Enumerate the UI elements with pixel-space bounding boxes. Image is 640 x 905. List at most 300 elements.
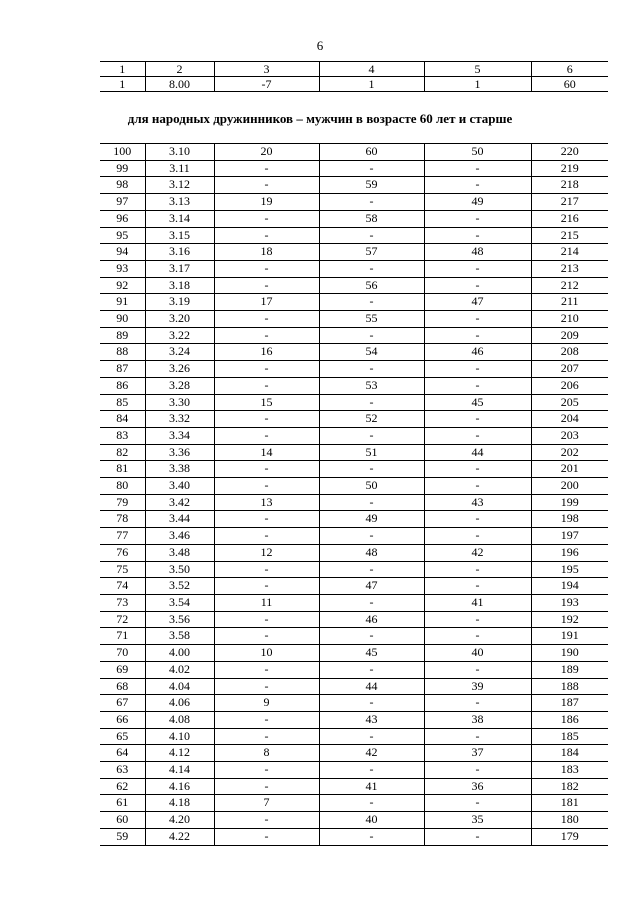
table-cell: 215 bbox=[531, 227, 608, 244]
table-cell: 51 bbox=[319, 444, 424, 461]
table-cell: - bbox=[319, 194, 424, 211]
table-cell: 40 bbox=[319, 812, 424, 829]
table-cell: 186 bbox=[531, 711, 608, 728]
table-cell: - bbox=[319, 528, 424, 545]
table-cell: 53 bbox=[319, 377, 424, 394]
table-cell: 216 bbox=[531, 210, 608, 227]
table-cell: 1 bbox=[424, 77, 531, 92]
page-number: 6 bbox=[316, 38, 324, 53]
table-cell: - bbox=[424, 311, 531, 328]
table-cell: 36 bbox=[424, 778, 531, 795]
table-cell: 196 bbox=[531, 544, 608, 561]
table-cell: 4.18 bbox=[145, 795, 214, 812]
table-cell: 35 bbox=[424, 812, 531, 829]
table-cell: - bbox=[424, 427, 531, 444]
table-cell: 3.28 bbox=[145, 377, 214, 394]
table-cell: 61 bbox=[100, 795, 145, 812]
table-cell: 199 bbox=[531, 494, 608, 511]
table-row bbox=[100, 311, 608, 328]
table-cell: 56 bbox=[319, 277, 424, 294]
table-row bbox=[100, 745, 608, 762]
table-row bbox=[100, 411, 608, 428]
table-cell: 60 bbox=[100, 812, 145, 829]
table-cell: 3.58 bbox=[145, 628, 214, 645]
table-cell: 37 bbox=[424, 745, 531, 762]
table-cell: 86 bbox=[100, 377, 145, 394]
column-number-cell: 3 bbox=[214, 62, 319, 77]
table-cell: - bbox=[424, 611, 531, 628]
table-cell: 42 bbox=[319, 745, 424, 762]
table-cell: - bbox=[214, 311, 319, 328]
table-cell: - bbox=[214, 628, 319, 645]
table-cell: - bbox=[424, 528, 531, 545]
table-cell: 46 bbox=[319, 611, 424, 628]
table-row bbox=[100, 828, 608, 845]
table-cell: - bbox=[319, 160, 424, 177]
table-cell: 91 bbox=[100, 294, 145, 311]
table-cell: 3.42 bbox=[145, 494, 214, 511]
table-cell: 84 bbox=[100, 411, 145, 428]
table-cell: 49 bbox=[424, 194, 531, 211]
table-cell: - bbox=[214, 778, 319, 795]
table-cell: 205 bbox=[531, 394, 608, 411]
table-cell: 93 bbox=[100, 260, 145, 277]
column-number-cell: 5 bbox=[424, 62, 531, 77]
table-cell: 17 bbox=[214, 294, 319, 311]
table-cell: 3.12 bbox=[145, 177, 214, 194]
table-cell: - bbox=[424, 411, 531, 428]
score-table-body bbox=[100, 144, 608, 846]
table-cell: 203 bbox=[531, 427, 608, 444]
table-cell: - bbox=[214, 578, 319, 595]
table-cell: 1 bbox=[100, 77, 145, 92]
table-cell: 180 bbox=[531, 812, 608, 829]
table-cell: 57 bbox=[319, 244, 424, 261]
table-cell: - bbox=[424, 227, 531, 244]
table-cell: 3.20 bbox=[145, 311, 214, 328]
table-cell: 69 bbox=[100, 661, 145, 678]
table-cell: - bbox=[424, 628, 531, 645]
table-cell: - bbox=[319, 661, 424, 678]
table-row bbox=[100, 194, 608, 211]
table-cell: 1 bbox=[319, 77, 424, 92]
table-cell: 9 bbox=[214, 695, 319, 712]
table-cell: 82 bbox=[100, 444, 145, 461]
table-cell: 3.17 bbox=[145, 260, 214, 277]
table-cell: 90 bbox=[100, 311, 145, 328]
table-cell: 182 bbox=[531, 778, 608, 795]
table-cell: 3.32 bbox=[145, 411, 214, 428]
table-cell: 195 bbox=[531, 561, 608, 578]
table-cell: 44 bbox=[424, 444, 531, 461]
table-cell: 66 bbox=[100, 711, 145, 728]
table-row bbox=[100, 244, 608, 261]
table-cell: 190 bbox=[531, 645, 608, 662]
table-cell: - bbox=[214, 762, 319, 779]
score-table bbox=[100, 143, 608, 846]
table-cell: 3.15 bbox=[145, 227, 214, 244]
table-cell: 201 bbox=[531, 461, 608, 478]
table-row bbox=[100, 528, 608, 545]
table-cell: 88 bbox=[100, 344, 145, 361]
table-row bbox=[100, 327, 608, 344]
table-cell: - bbox=[319, 361, 424, 378]
table-row bbox=[100, 227, 608, 244]
table-cell: 209 bbox=[531, 327, 608, 344]
table-cell: 198 bbox=[531, 511, 608, 528]
table-cell: - bbox=[214, 277, 319, 294]
table-cell: 39 bbox=[424, 678, 531, 695]
header-table bbox=[100, 61, 608, 92]
table-cell: 3.36 bbox=[145, 444, 214, 461]
table-cell: 59 bbox=[319, 177, 424, 194]
table-cell: - bbox=[424, 561, 531, 578]
table-cell: 49 bbox=[319, 511, 424, 528]
table-cell: 3.26 bbox=[145, 361, 214, 378]
table-cell: 98 bbox=[100, 177, 145, 194]
table-cell: - bbox=[424, 160, 531, 177]
table-cell: 78 bbox=[100, 511, 145, 528]
table-cell: 197 bbox=[531, 528, 608, 545]
table-cell: - bbox=[214, 160, 319, 177]
table-cell: 3.56 bbox=[145, 611, 214, 628]
table-cell: - bbox=[424, 478, 531, 495]
table-cell: - bbox=[319, 795, 424, 812]
table-cell: - bbox=[424, 177, 531, 194]
table-cell: 3.14 bbox=[145, 210, 214, 227]
table-cell: 4.12 bbox=[145, 745, 214, 762]
table-cell: - bbox=[424, 361, 531, 378]
table-cell: - bbox=[424, 762, 531, 779]
table-cell: 194 bbox=[531, 578, 608, 595]
table-cell: 181 bbox=[531, 795, 608, 812]
table-row bbox=[100, 728, 608, 745]
table-cell: 44 bbox=[319, 678, 424, 695]
table-cell: - bbox=[319, 294, 424, 311]
table-cell: 191 bbox=[531, 628, 608, 645]
table-cell: 15 bbox=[214, 394, 319, 411]
table-cell: - bbox=[214, 511, 319, 528]
table-cell: - bbox=[319, 628, 424, 645]
table-cell: 3.18 bbox=[145, 277, 214, 294]
table-cell: 3.10 bbox=[145, 144, 214, 161]
table-cell: 192 bbox=[531, 611, 608, 628]
table-cell: 212 bbox=[531, 277, 608, 294]
table-cell: 213 bbox=[531, 260, 608, 277]
table-cell: 76 bbox=[100, 544, 145, 561]
table-cell: 185 bbox=[531, 728, 608, 745]
table-row bbox=[100, 210, 608, 227]
table-cell: 60 bbox=[319, 144, 424, 161]
table-cell: - bbox=[319, 394, 424, 411]
table-cell: - bbox=[214, 260, 319, 277]
table-cell: 3.50 bbox=[145, 561, 214, 578]
table-row bbox=[100, 277, 608, 294]
table-cell: 220 bbox=[531, 144, 608, 161]
table-cell: 4.08 bbox=[145, 711, 214, 728]
table-cell: 183 bbox=[531, 762, 608, 779]
table-cell: 187 bbox=[531, 695, 608, 712]
table-row bbox=[100, 394, 608, 411]
table-cell: 43 bbox=[319, 711, 424, 728]
column-number-cell: 1 bbox=[100, 62, 145, 77]
table-cell: - bbox=[214, 210, 319, 227]
table-cell: 10 bbox=[214, 645, 319, 662]
table-cell: 73 bbox=[100, 594, 145, 611]
table-cell: 74 bbox=[100, 578, 145, 595]
table-cell: - bbox=[214, 711, 319, 728]
table-cell: 207 bbox=[531, 361, 608, 378]
table-cell: 47 bbox=[424, 294, 531, 311]
table-cell: - bbox=[319, 828, 424, 845]
table-cell: 206 bbox=[531, 377, 608, 394]
table-cell: - bbox=[214, 661, 319, 678]
table-cell: 18 bbox=[214, 244, 319, 261]
table-row bbox=[100, 478, 608, 495]
table-cell: 64 bbox=[100, 745, 145, 762]
table-cell: 4.06 bbox=[145, 695, 214, 712]
table-cell: 4.02 bbox=[145, 661, 214, 678]
table-cell: 80 bbox=[100, 478, 145, 495]
column-number-cell: 6 bbox=[531, 62, 608, 77]
table-cell: 211 bbox=[531, 294, 608, 311]
table-cell: 75 bbox=[100, 561, 145, 578]
table-cell: - bbox=[424, 377, 531, 394]
table-row bbox=[100, 377, 608, 394]
table-cell: 210 bbox=[531, 311, 608, 328]
table-row bbox=[100, 461, 608, 478]
table-cell: 3.24 bbox=[145, 344, 214, 361]
table-cell: - bbox=[214, 611, 319, 628]
table-cell: 97 bbox=[100, 194, 145, 211]
table-cell: 4.10 bbox=[145, 728, 214, 745]
table-cell: 3.11 bbox=[145, 160, 214, 177]
table-row bbox=[100, 778, 608, 795]
table-cell: 100 bbox=[100, 144, 145, 161]
table-cell: - bbox=[214, 361, 319, 378]
table-cell: 62 bbox=[100, 778, 145, 795]
table-cell: 52 bbox=[319, 411, 424, 428]
table-cell: - bbox=[319, 561, 424, 578]
table-cell: - bbox=[424, 578, 531, 595]
table-cell: 83 bbox=[100, 427, 145, 444]
table-cell: - bbox=[214, 427, 319, 444]
table-cell: 55 bbox=[319, 311, 424, 328]
table-cell: - bbox=[319, 227, 424, 244]
table-cell: - bbox=[424, 728, 531, 745]
table-cell: 77 bbox=[100, 528, 145, 545]
table-cell: 3.44 bbox=[145, 511, 214, 528]
table-cell: 95 bbox=[100, 227, 145, 244]
table-cell: 68 bbox=[100, 678, 145, 695]
table-row bbox=[100, 144, 608, 161]
table-row bbox=[100, 427, 608, 444]
table-cell: - bbox=[424, 695, 531, 712]
table-cell: 63 bbox=[100, 762, 145, 779]
table-row bbox=[100, 260, 608, 277]
table-cell: 3.48 bbox=[145, 544, 214, 561]
table-cell: 85 bbox=[100, 394, 145, 411]
table-cell: 4.16 bbox=[145, 778, 214, 795]
table-row bbox=[100, 661, 608, 678]
table-cell: 8 bbox=[214, 745, 319, 762]
table-cell: 3.34 bbox=[145, 427, 214, 444]
table-cell: 3.30 bbox=[145, 394, 214, 411]
table-cell: - bbox=[424, 210, 531, 227]
table-cell: 38 bbox=[424, 711, 531, 728]
table-row bbox=[100, 160, 608, 177]
table-cell: - bbox=[424, 277, 531, 294]
table-cell: 3.38 bbox=[145, 461, 214, 478]
table-cell: - bbox=[424, 461, 531, 478]
table-row bbox=[100, 695, 608, 712]
table-cell: 81 bbox=[100, 461, 145, 478]
table-row bbox=[100, 511, 608, 528]
table-cell: - bbox=[424, 511, 531, 528]
table-row bbox=[100, 578, 608, 595]
table-cell: 179 bbox=[531, 828, 608, 845]
table-cell: 45 bbox=[424, 394, 531, 411]
table-cell: - bbox=[424, 795, 531, 812]
table-cell: 12 bbox=[214, 544, 319, 561]
table-cell: 20 bbox=[214, 144, 319, 161]
table-cell: 19 bbox=[214, 194, 319, 211]
table-cell: 3.16 bbox=[145, 244, 214, 261]
table-cell: - bbox=[214, 327, 319, 344]
table-cell: - bbox=[319, 427, 424, 444]
table-row bbox=[100, 444, 608, 461]
table-cell: - bbox=[424, 828, 531, 845]
table-cell: - bbox=[214, 678, 319, 695]
table-cell: - bbox=[319, 594, 424, 611]
table-row bbox=[100, 611, 608, 628]
table-cell: 4.00 bbox=[145, 645, 214, 662]
table-cell: - bbox=[424, 260, 531, 277]
table-cell: 218 bbox=[531, 177, 608, 194]
table-cell: 217 bbox=[531, 194, 608, 211]
table-cell: 47 bbox=[319, 578, 424, 595]
table-cell: - bbox=[424, 327, 531, 344]
table-cell: - bbox=[214, 461, 319, 478]
table-cell: 3.40 bbox=[145, 478, 214, 495]
table-cell: 96 bbox=[100, 210, 145, 227]
table-cell: 3.13 bbox=[145, 194, 214, 211]
first-data-row bbox=[100, 77, 608, 92]
table-row bbox=[100, 294, 608, 311]
table-cell: 71 bbox=[100, 628, 145, 645]
table-cell: - bbox=[214, 561, 319, 578]
table-cell: 48 bbox=[424, 244, 531, 261]
table-row bbox=[100, 544, 608, 561]
table-cell: 79 bbox=[100, 494, 145, 511]
table-cell: 4.14 bbox=[145, 762, 214, 779]
column-number-row bbox=[100, 62, 608, 77]
table-cell: 99 bbox=[100, 160, 145, 177]
table-cell: - bbox=[424, 661, 531, 678]
table-cell: - bbox=[214, 227, 319, 244]
table-cell: 41 bbox=[319, 778, 424, 795]
table-cell: 72 bbox=[100, 611, 145, 628]
table-cell: 42 bbox=[424, 544, 531, 561]
table-cell: 87 bbox=[100, 361, 145, 378]
section-title: для народных дружинников – мужчин в возрасте 60 лет и старше bbox=[127, 111, 513, 126]
table-cell: 3.54 bbox=[145, 594, 214, 611]
table-cell: 4.22 bbox=[145, 828, 214, 845]
table-cell: 11 bbox=[214, 594, 319, 611]
table-cell: - bbox=[319, 762, 424, 779]
table-cell: 184 bbox=[531, 745, 608, 762]
table-cell: - bbox=[214, 728, 319, 745]
table-cell: - bbox=[214, 528, 319, 545]
table-cell: 65 bbox=[100, 728, 145, 745]
table-row bbox=[100, 361, 608, 378]
table-cell: 13 bbox=[214, 494, 319, 511]
table-cell: 16 bbox=[214, 344, 319, 361]
table-cell: 92 bbox=[100, 277, 145, 294]
table-cell: 46 bbox=[424, 344, 531, 361]
table-row bbox=[100, 494, 608, 511]
table-cell: - bbox=[214, 411, 319, 428]
table-cell: - bbox=[214, 812, 319, 829]
table-cell: 70 bbox=[100, 645, 145, 662]
table-row bbox=[100, 812, 608, 829]
table-cell: 54 bbox=[319, 344, 424, 361]
table-cell: 208 bbox=[531, 344, 608, 361]
table-cell: 214 bbox=[531, 244, 608, 261]
table-cell: 58 bbox=[319, 210, 424, 227]
table-cell: 59 bbox=[100, 828, 145, 845]
table-cell: 193 bbox=[531, 594, 608, 611]
table-cell: 3.52 bbox=[145, 578, 214, 595]
table-cell: 204 bbox=[531, 411, 608, 428]
table-cell: 89 bbox=[100, 327, 145, 344]
table-cell: 41 bbox=[424, 594, 531, 611]
column-number-cell: 4 bbox=[319, 62, 424, 77]
table-cell: - bbox=[319, 327, 424, 344]
table-cell: - bbox=[319, 494, 424, 511]
table-cell: 50 bbox=[424, 144, 531, 161]
table-row bbox=[100, 711, 608, 728]
table-cell: -7 bbox=[214, 77, 319, 92]
table-cell: 50 bbox=[319, 478, 424, 495]
table-cell: 3.19 bbox=[145, 294, 214, 311]
table-cell: 40 bbox=[424, 645, 531, 662]
table-row bbox=[100, 561, 608, 578]
table-row bbox=[100, 678, 608, 695]
table-cell: - bbox=[319, 461, 424, 478]
table-cell: 200 bbox=[531, 478, 608, 495]
table-cell: 8.00 bbox=[145, 77, 214, 92]
table-row bbox=[100, 645, 608, 662]
table-row bbox=[100, 795, 608, 812]
table-row bbox=[100, 628, 608, 645]
table-row bbox=[100, 762, 608, 779]
table-cell: - bbox=[214, 828, 319, 845]
table-cell: 14 bbox=[214, 444, 319, 461]
table-cell: 48 bbox=[319, 544, 424, 561]
table-cell: 94 bbox=[100, 244, 145, 261]
table-cell: - bbox=[214, 177, 319, 194]
table-cell: 43 bbox=[424, 494, 531, 511]
table-cell: 3.22 bbox=[145, 327, 214, 344]
table-cell: - bbox=[214, 377, 319, 394]
table-cell: 4.20 bbox=[145, 812, 214, 829]
table-cell: 60 bbox=[531, 77, 608, 92]
table-cell: 189 bbox=[531, 661, 608, 678]
table-cell: 188 bbox=[531, 678, 608, 695]
table-cell: - bbox=[319, 728, 424, 745]
table-row bbox=[100, 344, 608, 361]
